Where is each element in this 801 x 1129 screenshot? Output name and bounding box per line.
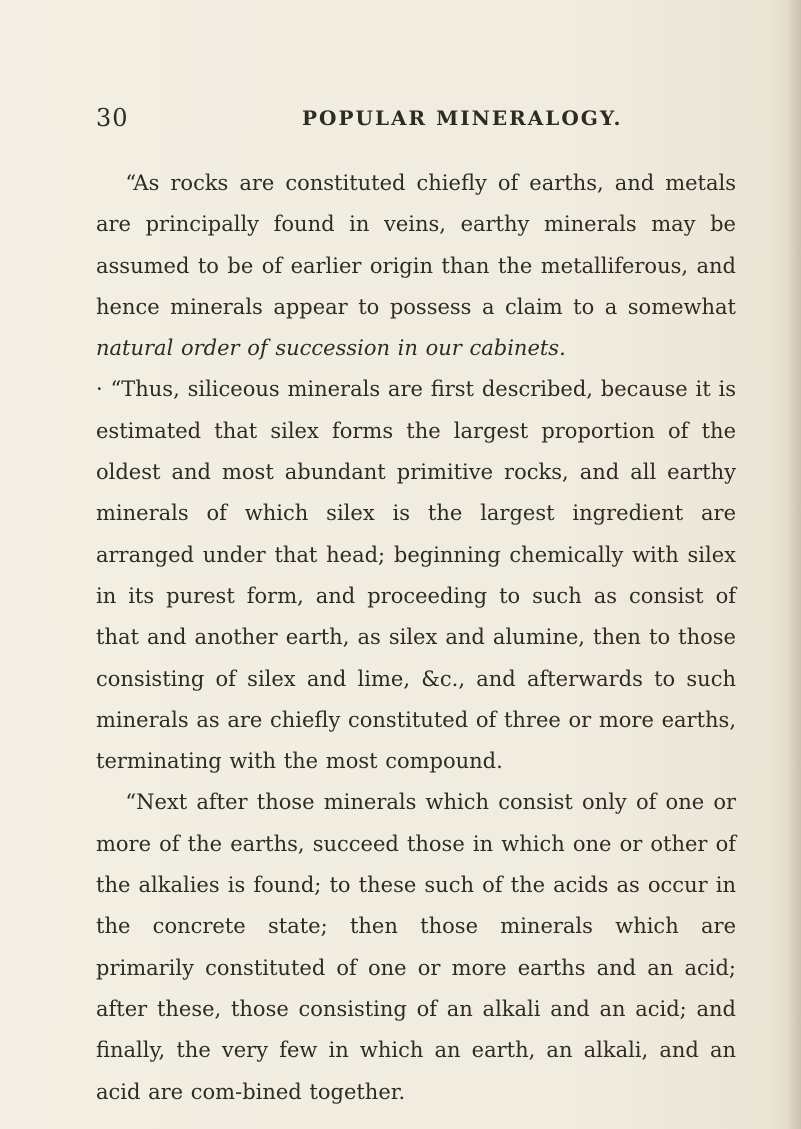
paragraph-1-text: “As rocks are constituted chiefly of earths, and metals are principally found in veins, earthy minerals may be assumed to be of earlier origin than the metalliferous, and hence minerals appear to possess a claim to a somewhat — [96, 171, 736, 319]
body-text — [96, 163, 736, 1113]
running-title: POPULAR MINERALOGY. — [302, 106, 623, 130]
paragraph-2 — [96, 369, 736, 782]
paragraph-1-italic-phrase: natural order of succession in our cabinets. — [96, 336, 566, 361]
page-edge-shadow — [787, 0, 801, 1129]
paragraph-1 — [96, 163, 736, 369]
page-number: 30 — [96, 104, 129, 132]
paragraph-3 — [96, 782, 736, 1112]
paragraph-3-text: “Next after those minerals which consist only of one or more of the earths, succeed those in which one or other of the alkalies is found; to these such of the acids as occur in the concrete state; then those minerals which are primarily constituted of one or more earths and an acid; after these, those consisting of an alkali and an acid; and finally, the very few in which an earth, an alkali, and an acid are com-bined together. — [96, 790, 736, 1104]
paragraph-2-text: · “Thus, siliceous minerals are first described, because it is estimated that silex forms the largest proportion of the oldest and most abundant primitive rocks, and all earthy minerals of which silex is the largest ingredient are arranged under that head; beginning chemically with silex in its purest form, and proceeding to such as consist of that and another earth, as silex and alumine, then to those consisting of silex and lime, &c., and afterwards to such minerals as are chiefly constituted of three or more earths, terminating with the most compound. — [96, 377, 736, 774]
running-head — [96, 104, 736, 138]
